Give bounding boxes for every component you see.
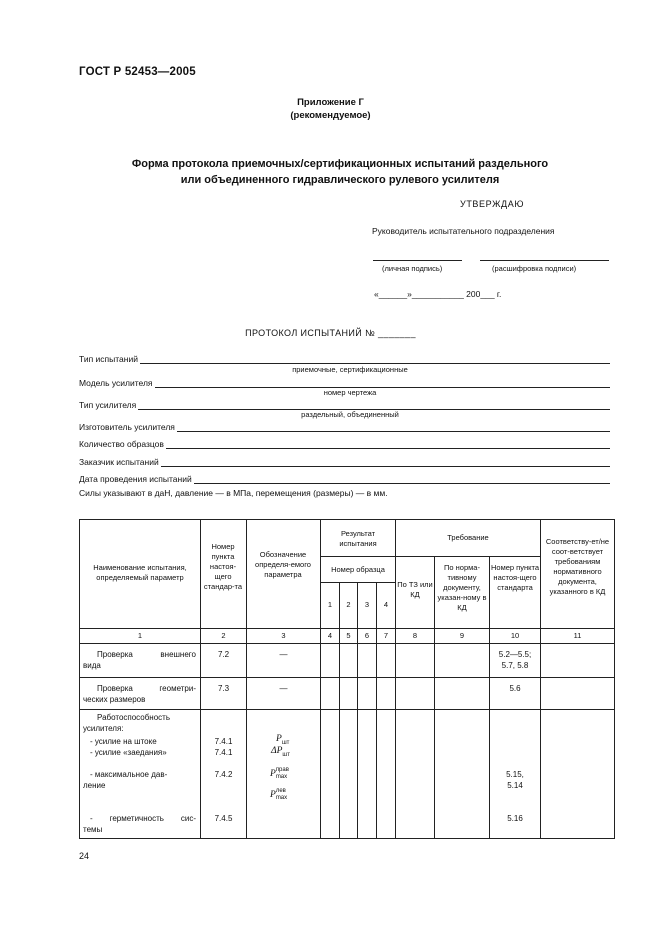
row-max-pressure-clause: 7.4.2 <box>214 770 233 779</box>
row-jamming-force-clause: 7.4.1 <box>214 748 233 757</box>
field-label: Модель усилителя <box>79 378 153 388</box>
header-sample-4: 4 <box>383 600 389 609</box>
col-number: 9 <box>459 631 465 640</box>
field-label: Заказчик испытаний <box>79 457 159 467</box>
row-visual-check-ref: 5.2—5.5; <box>498 650 532 659</box>
row-geometry-check-name-cont: ческих размеров <box>83 695 146 704</box>
row-rod-force-name: - усилие на штоке <box>90 737 157 746</box>
approval-date-line: «______»___________ 200___ г. <box>374 289 502 299</box>
header-result: Результат испытания <box>339 529 377 548</box>
protocol-title: ПРОТОКОЛ ИСПЫТАНИЙ № _______ <box>245 328 416 338</box>
header-compliance: Соответству-ет/не соот-ветствует требованиям нормативного документа, указанного в КД <box>545 537 610 596</box>
header-normative-doc: По норма-тивному документу, указан-ному в КД <box>437 563 487 612</box>
row-max-pressure-name-cont: ление <box>83 781 106 790</box>
header-test-name: Наименование испытания, определяемый параметр <box>93 563 187 582</box>
row-geometry-check-name: Проверка геометри- <box>97 684 196 693</box>
row-visual-check-clause: 7.2 <box>217 650 230 659</box>
header-sample-2: 2 <box>346 600 351 609</box>
row-geometry-check-ref: 5.6 <box>509 684 521 693</box>
col-number: 6 <box>364 631 370 640</box>
jamming-force-symbol: $\Delta P_{шт}$ <box>271 746 290 758</box>
annex-note: (рекомендуемое) <box>290 110 371 121</box>
field-hint: приемочные, сертификационные <box>292 365 408 374</box>
row-rod-force-clause: 7.4.1 <box>214 737 233 746</box>
form-title-line-2: или объединенного гидравлического рулевого усилителя <box>180 174 500 186</box>
row-tightness-ref: 5.16 <box>507 814 523 823</box>
col-number: 10 <box>510 631 520 640</box>
rod-force-symbol: $P_{шт}$ <box>276 734 290 746</box>
signature-caption: (личная подпись) <box>382 264 443 273</box>
col-number: 7 <box>383 631 389 640</box>
col-number: 11 <box>573 631 582 640</box>
row-operability-group: Работоспособность <box>97 713 170 722</box>
form-title-line-1: Форма протокола приемочных/сертификационных испытаний раздельного <box>131 158 549 170</box>
col-number: 3 <box>281 631 286 640</box>
row-visual-check-ref-cont: 5.7, 5.8 <box>501 661 529 670</box>
right-max-pressure-symbol: Pправ max <box>270 767 289 780</box>
annex-title: Приложение Г <box>297 97 364 108</box>
header-standard-clause: Номер пункта настоя-щего стандарта <box>491 563 540 592</box>
field-label: Количество образцов <box>79 439 164 449</box>
col-number: 4 <box>327 631 333 640</box>
field-label: Тип испытаний <box>79 354 138 364</box>
row-tightness-name-cont: темы <box>83 825 103 834</box>
col-number: 8 <box>412 631 418 640</box>
row-visual-check-name: Проверка внешнего <box>97 650 196 659</box>
row-tightness-clause: 7.4.5 <box>214 814 233 823</box>
approval-heading: УТВЕРЖДАЮ <box>460 199 525 209</box>
header-tz-kd: По ТЗ или КД <box>397 580 433 599</box>
row-max-pressure-ref: 5.15, <box>506 770 524 779</box>
field-label: Дата проведения испытаний <box>79 474 192 484</box>
field-hint: номер чертежа <box>323 388 377 397</box>
header-requirement: Требование <box>447 533 489 542</box>
row-geometry-check-clause: 7.3 <box>217 684 230 693</box>
page-number: 24 <box>79 851 90 861</box>
header-sample-1: 1 <box>327 600 333 609</box>
col-number: 5 <box>346 631 351 640</box>
row-visual-check-name-cont: вида <box>83 661 101 670</box>
decoding-caption: (расшифровка подписи) <box>492 264 577 273</box>
standard-number: ГОСТ Р 52453—2005 <box>79 66 196 78</box>
header-sample-3: 3 <box>364 600 370 609</box>
header-symbol: Обозначение определя-емого параметра <box>255 550 311 579</box>
row-geometry-check-symbol: — <box>279 684 288 693</box>
header-clause: Номер пункта настоя-щего стандар-та <box>203 542 243 591</box>
header-sample-number: Номер образца <box>331 565 385 574</box>
left-max-pressure-symbol: Pлев max <box>270 788 288 801</box>
col-number: 1 <box>137 631 143 640</box>
row-jamming-force-name: - усилие «заедания» <box>90 748 167 757</box>
row-max-pressure-ref-cont: 5.14 <box>507 781 523 790</box>
row-operability-group-cont: усилителя: <box>83 724 124 733</box>
col-number: 2 <box>221 631 226 640</box>
field-hint: раздельный, объединенный <box>301 410 399 419</box>
row-max-pressure-name: - максимальное дав- <box>90 770 168 779</box>
head-of-unit-label: Руководитель испытательного подразделения <box>372 226 555 236</box>
units-note: Силы указывают в даН, давление — в МПа, перемещения (размеры) — в мм. <box>79 488 388 498</box>
row-tightness-name: - герметичность сис- <box>90 814 196 823</box>
field-label: Тип усилителя <box>79 400 137 410</box>
row-visual-check-symbol: — <box>279 650 288 659</box>
field-label: Изготовитель усилителя <box>79 422 175 432</box>
